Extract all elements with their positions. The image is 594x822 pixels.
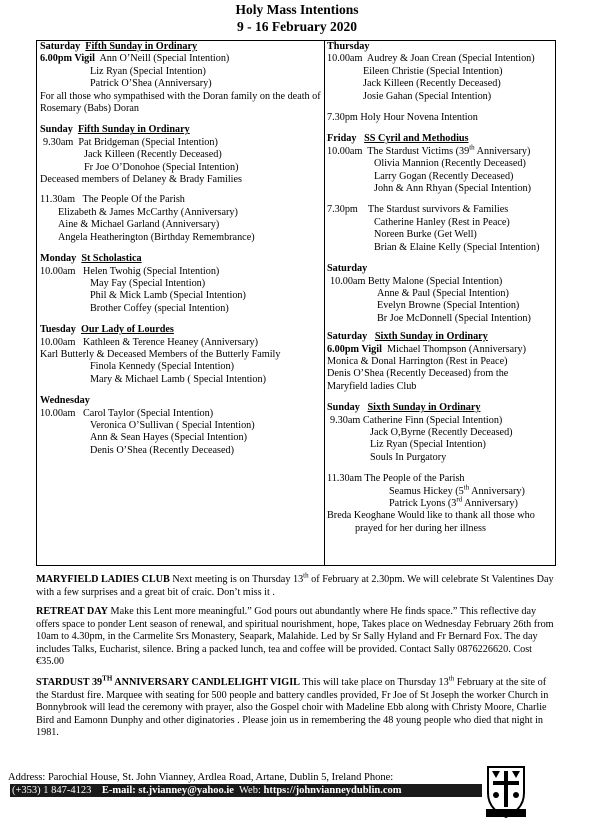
intention: Fr Joe O’Donohoe (Special Intention) bbox=[84, 161, 239, 173]
notice-heading: MARYFIELD LADIES CLUB bbox=[36, 574, 170, 585]
intention: Catherine Finn (Special Intention) bbox=[362, 414, 503, 426]
intention: Kathleen & Terence Heaney (Anniversary) bbox=[83, 336, 259, 348]
page-title: Holy Mass Intentions bbox=[235, 2, 359, 17]
day-label: Saturday bbox=[40, 41, 81, 52]
intention: Carol Taylor (Special Intention) bbox=[83, 407, 214, 419]
mass-time: 10.00am bbox=[330, 275, 366, 287]
intention: Jack Killeen (Recently Deceased) bbox=[363, 78, 501, 90]
mass-time: 9.30am bbox=[330, 414, 361, 426]
footer-address: Address: Parochial House, St. John Vianney, Ardlea Road, Artane, Dublin 5, Ireland Phone: bbox=[8, 772, 394, 783]
intention: Patrick O’Shea (Anniversary) bbox=[90, 78, 212, 90]
intention: Aine & Michael Garland (Anniversary) bbox=[58, 219, 220, 231]
footer-website-link[interactable]: https://johnvianneydublin.com bbox=[263, 785, 402, 796]
feast-title: Fifth Sunday in Ordinary bbox=[77, 124, 190, 136]
saturday-section bbox=[40, 41, 322, 115]
intention: Mary & Michael Lamb ( Special Intention) bbox=[90, 373, 266, 385]
intention: Evelyn Browne (Special Intention) bbox=[377, 300, 520, 312]
day-label: Wednesday bbox=[40, 395, 90, 407]
feast-title: Our Lady of Lourdes bbox=[80, 324, 174, 336]
saturday-vigil-section bbox=[327, 331, 554, 393]
intention: The Stardust survivors & Families bbox=[367, 204, 509, 216]
intention: 7.30pm Holy Hour Novena Intention bbox=[327, 112, 478, 124]
feast-title: Sixth Sunday in Ordinary bbox=[367, 402, 481, 414]
intention: John & Ann Rhyan (Special Intention) bbox=[374, 183, 532, 195]
day-label: Sunday bbox=[40, 124, 73, 136]
intention: Betty Malone (Special Intention) bbox=[367, 275, 503, 287]
mass-time: 10.00am bbox=[40, 336, 76, 348]
footer-email[interactable]: E-mail: st.jvianney@yahoo.ie bbox=[101, 785, 234, 796]
intention: Helen Twohig (Special Intention) bbox=[83, 265, 220, 277]
intention: Noreen Burke (Get Well) bbox=[374, 229, 477, 241]
mass-time: 9.30am bbox=[43, 136, 74, 148]
intention: Audrey & Joan Crean (Special Intention) bbox=[366, 53, 535, 65]
intention: Souls In Purgatory bbox=[370, 451, 447, 463]
intention-note: Deceased members of Delaney & Brady Families bbox=[40, 174, 242, 186]
intention-note: prayed for her during her illness bbox=[355, 522, 486, 534]
sunday-1130-section bbox=[40, 194, 322, 244]
intention: Angela Heatherington (Birthday Remembrance) bbox=[58, 231, 255, 243]
right-column bbox=[327, 41, 554, 544]
mass-time: 10.00am bbox=[40, 265, 76, 277]
intention: Brother Coffey (special Intention) bbox=[90, 302, 229, 314]
thursday-section bbox=[327, 41, 554, 124]
intention-note: For all those who sympathised with the Doran family on the death of Rosemary (Babs) Doran bbox=[40, 90, 321, 115]
notice-maryfield-ladies-club: MARYFIELD LADIES CLUB Next meeting is on Thursday 13th of February at 2.30pm. We will celebrate St Valentines Day with a few surprises and a great bit of craic. Don’t miss it . bbox=[36, 571, 554, 598]
left-column bbox=[40, 41, 322, 466]
notice-retreat-day: RETREAT DAY Make this Lent more meaningful.” God pours out abundantly where He finds space.” This reflective day offers space to ponder Lent season of renewal, and spiritual nourishment, hope, Takes place on Wednesday February 26th from 10am to 4.30pm, in the Carmelite Srs Monastery, Seapark, Malahide. Led by Sr Sally Hyland and Fr Bernard Fox. The day includes Talks, Eucharist, silence. Bring a packed lunch, tea and coffee will be provided. Contact Sally 0876226620. Cost €35.00 bbox=[36, 606, 554, 668]
intention: May Fay (Special Intention) bbox=[90, 277, 206, 289]
day-label: Thursday bbox=[327, 41, 370, 52]
intention: Josie Gahan (Special Intention) bbox=[363, 90, 492, 102]
intention: Maryfield ladies Club bbox=[327, 380, 417, 392]
intention: Liz Ryan (Special Intention) bbox=[370, 439, 486, 451]
day-label: Tuesday bbox=[40, 324, 76, 336]
intention: Veronica O’Sullivan ( Special Intention) bbox=[90, 419, 255, 431]
sunday-1130-section bbox=[327, 473, 554, 535]
friday-section bbox=[327, 133, 554, 254]
feast-title: Fifth Sunday in Ordinary bbox=[85, 41, 198, 52]
notice-heading: RETREAT DAY bbox=[36, 606, 108, 617]
mass-time: 10.00am bbox=[327, 145, 363, 157]
intention: Eileen Christie (Special Intention) bbox=[363, 65, 503, 77]
footer-web-label: Web: bbox=[238, 785, 261, 796]
footer-contact-bar bbox=[10, 784, 482, 797]
vigil-label: 6.00pm Vigil bbox=[40, 53, 95, 65]
intention: Monica & Donal Harrington (Rest in Peace) bbox=[327, 355, 508, 367]
intention: Br Joe McDonnell (Special Intention) bbox=[377, 312, 531, 324]
sunday-section bbox=[40, 124, 322, 186]
mass-time: 11.30am bbox=[327, 473, 362, 485]
feast-title: St Scholastica bbox=[81, 253, 142, 265]
mass-time: 7.30pm bbox=[327, 204, 358, 216]
day-label: Monday bbox=[40, 253, 77, 265]
intention: Catherine Hanley (Rest in Peace) bbox=[374, 216, 510, 228]
feast-title: Sixth Sunday in Ordinary bbox=[374, 331, 488, 343]
intention: The People of the Parish bbox=[364, 473, 465, 485]
intention: Denis O’Shea (Recently Deceased) bbox=[90, 444, 234, 456]
tuesday-section bbox=[40, 324, 322, 386]
feast-title: SS Cyril and Methodius bbox=[364, 133, 469, 145]
intention: Seamus Hickey (5th Anniversary) bbox=[389, 483, 525, 497]
day-label: Saturday bbox=[327, 263, 368, 275]
mass-time: 10.00am bbox=[327, 53, 363, 65]
date-range: 9 - 16 February 2020 bbox=[237, 19, 357, 34]
footer-phone: (+353) 1 847-4123 bbox=[12, 785, 92, 796]
intention: Phil & Mick Lamb (Special Intention) bbox=[90, 290, 246, 302]
intention: Patrick Lyons (3rd Anniversary) bbox=[389, 495, 518, 509]
day-label: Friday bbox=[327, 133, 357, 145]
intention: Anne & Paul (Special Intention) bbox=[377, 287, 509, 299]
notice-heading: STARDUST 39TH ANNIVERSARY CANDLELIGHT VIGIL bbox=[36, 674, 300, 688]
intention-note: Breda Keoghane Would like to thank all those who bbox=[327, 510, 535, 522]
vigil-label: 6.00pm Vigil bbox=[327, 343, 382, 355]
intention: Denis O’Shea (Recently Deceased) from the bbox=[327, 368, 509, 380]
saturday-section bbox=[327, 263, 554, 325]
intention: Pat Bridgeman (Special Intention) bbox=[78, 136, 218, 148]
intention: Finola Kennedy (Special Intention) bbox=[90, 361, 235, 373]
intention: Elizabeth & James McCarthy (Anniversary) bbox=[58, 206, 238, 218]
intention: The People Of the Parish bbox=[82, 194, 185, 206]
intention: Jack O,Byrne (Recently Deceased) bbox=[370, 426, 513, 438]
intention: Olivia Mannion (Recently Deceased) bbox=[374, 158, 526, 170]
day-label: Sunday bbox=[327, 402, 360, 414]
intention: Jack Killeen (Recently Deceased) bbox=[84, 149, 222, 161]
column-divider bbox=[324, 41, 325, 565]
intention: Brian & Elaine Kelly (Special Intention) bbox=[374, 241, 540, 253]
monday-section bbox=[40, 253, 322, 315]
intention: Larry Gogan (Recently Deceased) bbox=[374, 170, 514, 182]
day-label: Saturday bbox=[327, 331, 368, 343]
intention: Ann O’Neill (Special Intention) bbox=[99, 53, 230, 65]
notice-stardust-vigil: STARDUST 39TH ANNIVERSARY CANDLELIGHT VIGIL This will take place on Thursday 13th February at the site of the Stardust fire. Marquee with seating for 500 people and battery candles provided, Fr Joe of St Joseph the worker Church in Bonnybrook will lead the ceremony with prayer, also the Gospel choir with Madeline Ebb along with Christy Moore, Charlie Bird and Eamonn Dunphy and other diginatories . Please join us in remembering the 48 young people who died that night in 1981. bbox=[36, 674, 549, 739]
wednesday-section bbox=[40, 395, 322, 457]
intention: Ann & Sean Hayes (Special Intention) bbox=[90, 432, 248, 444]
sunday-section bbox=[327, 402, 554, 464]
mass-time: 11.30am bbox=[40, 194, 75, 206]
mass-intentions-table bbox=[36, 40, 556, 566]
intention: The Stardust Victims (39th Anniversary) bbox=[367, 143, 531, 157]
intention: Michael Thompson (Anniversary) bbox=[387, 343, 527, 355]
intention: Liz Ryan (Special Intention) bbox=[90, 65, 206, 77]
parish-crest-logo bbox=[484, 763, 528, 819]
mass-time: 10.00am bbox=[40, 407, 76, 419]
intention-note: Karl Butterly & Deceased Members of the Butterly Family bbox=[40, 348, 281, 360]
